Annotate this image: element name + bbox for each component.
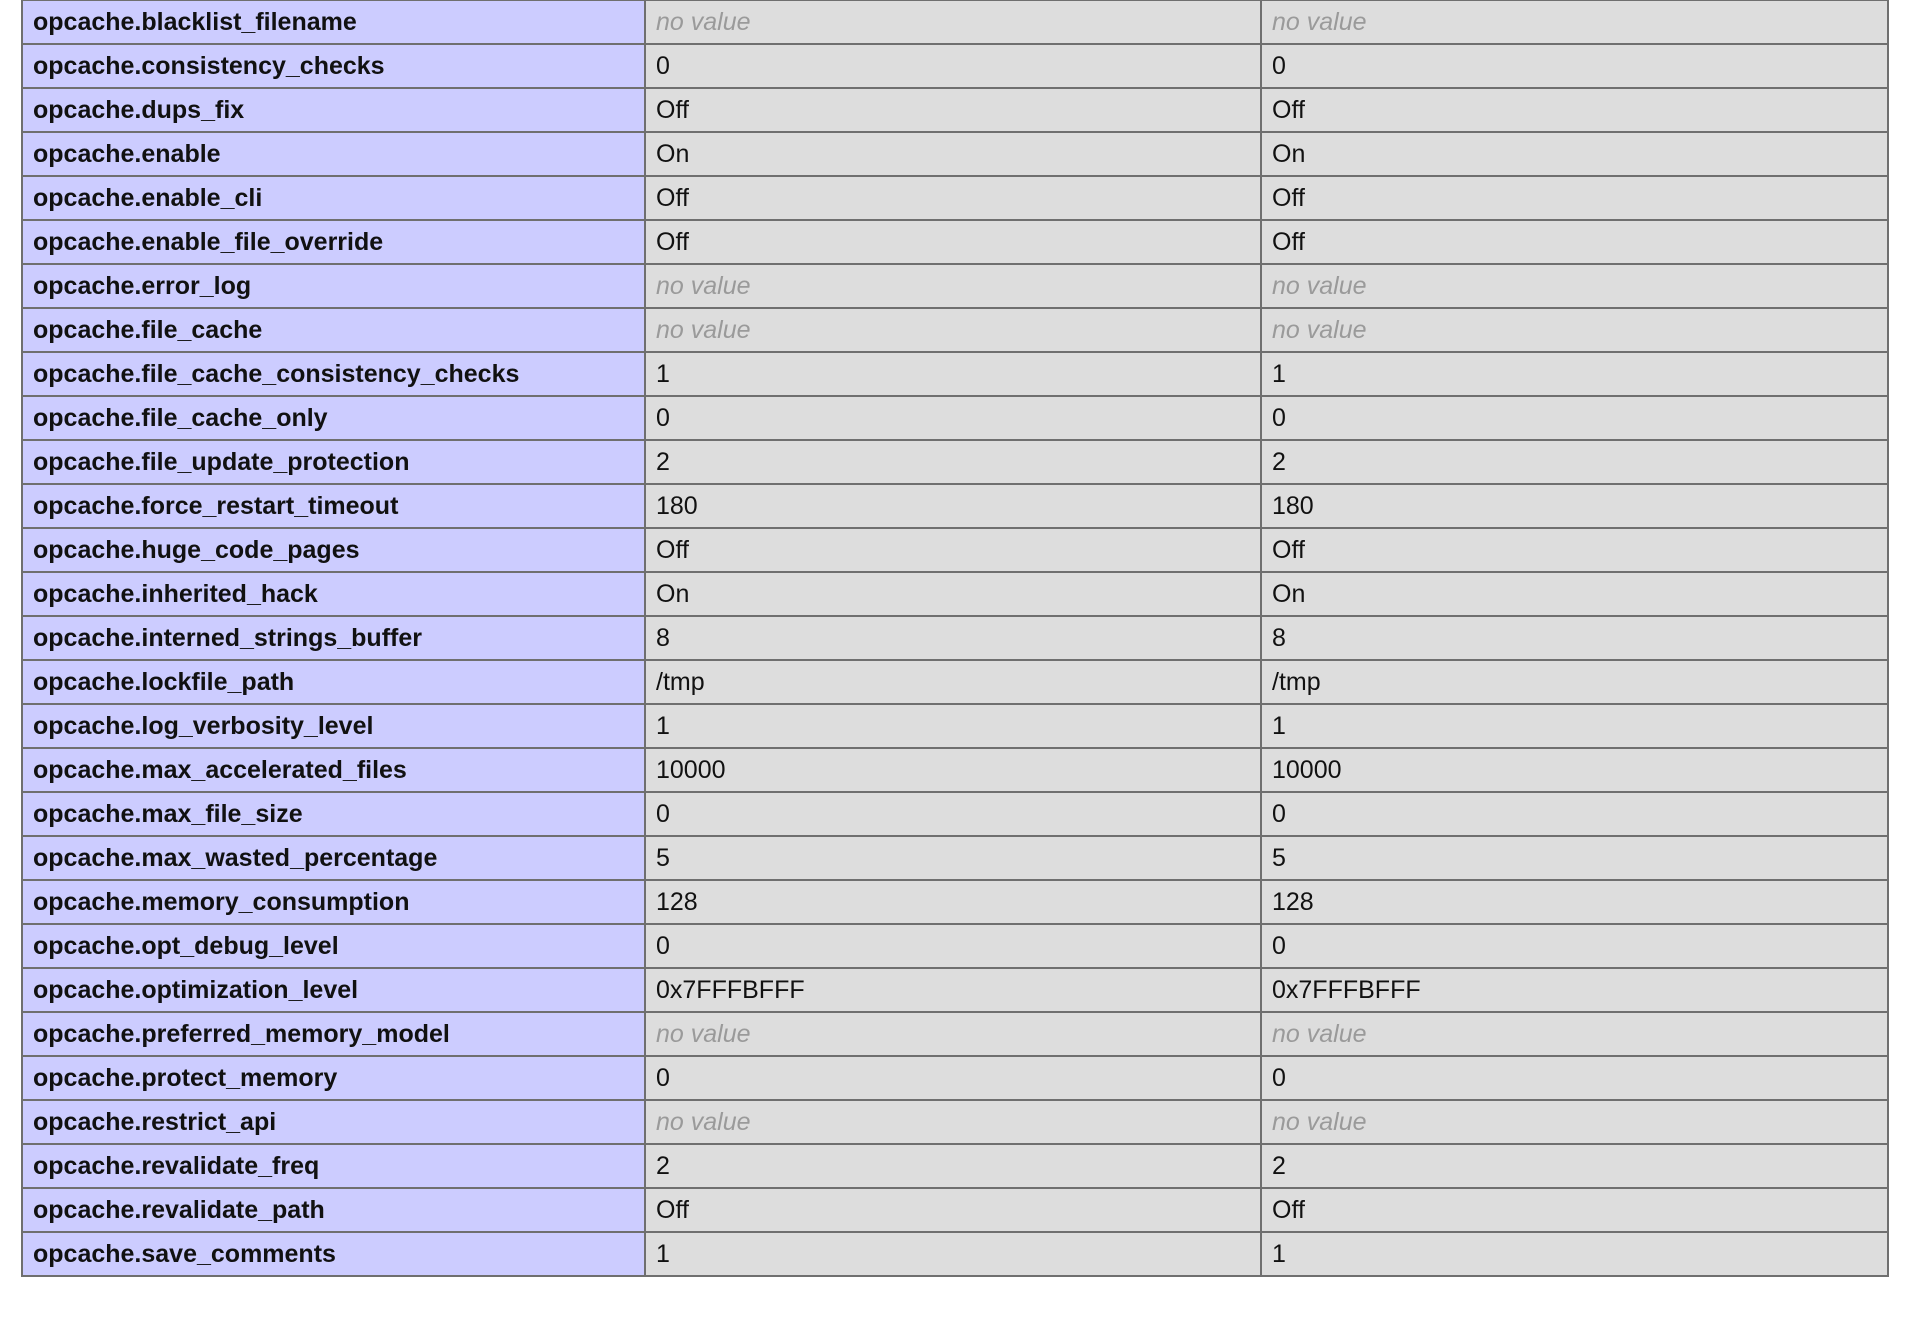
directive-name: opcache.enable_cli <box>22 176 645 220</box>
master-value: no value <box>1261 1100 1888 1144</box>
master-value: 180 <box>1261 484 1888 528</box>
local-value: On <box>645 572 1261 616</box>
table-row <box>22 88 1888 132</box>
table-row <box>22 528 1888 572</box>
directive-name: opcache.error_log <box>22 264 645 308</box>
directive-rows <box>22 0 1888 1276</box>
local-value: Off <box>645 528 1261 572</box>
table-row <box>22 484 1888 528</box>
master-value: 5 <box>1261 836 1888 880</box>
table-row <box>22 1232 1888 1276</box>
table-row <box>22 220 1888 264</box>
master-value: Off <box>1261 176 1888 220</box>
table-row <box>22 132 1888 176</box>
master-value: 2 <box>1261 440 1888 484</box>
local-value: 1 <box>645 1232 1261 1276</box>
master-value: On <box>1261 132 1888 176</box>
directive-name: opcache.file_cache_only <box>22 396 645 440</box>
local-value: Off <box>645 176 1261 220</box>
local-value: no value <box>645 264 1261 308</box>
local-value: 0 <box>645 792 1261 836</box>
directive-name: opcache.log_verbosity_level <box>22 704 645 748</box>
directive-name: opcache.protect_memory <box>22 1056 645 1100</box>
directive-name: opcache.inherited_hack <box>22 572 645 616</box>
local-value: 0 <box>645 44 1261 88</box>
table-row <box>22 660 1888 704</box>
local-value: 180 <box>645 484 1261 528</box>
local-value: 2 <box>645 440 1261 484</box>
master-value: 1 <box>1261 352 1888 396</box>
local-value: Off <box>645 1188 1261 1232</box>
master-value: no value <box>1261 1012 1888 1056</box>
table-row <box>22 836 1888 880</box>
local-value: 0 <box>645 1056 1261 1100</box>
directive-name: opcache.memory_consumption <box>22 880 645 924</box>
table-row <box>22 396 1888 440</box>
directive-name: opcache.restrict_api <box>22 1100 645 1144</box>
table-row <box>22 924 1888 968</box>
master-value: /tmp <box>1261 660 1888 704</box>
table-row <box>22 1100 1888 1144</box>
directive-name: opcache.max_file_size <box>22 792 645 836</box>
local-value: 8 <box>645 616 1261 660</box>
directive-name: opcache.lockfile_path <box>22 660 645 704</box>
local-value: 128 <box>645 880 1261 924</box>
table-row <box>22 440 1888 484</box>
opcache-directives-table <box>21 0 1889 1277</box>
table-row <box>22 264 1888 308</box>
master-value: 0 <box>1261 792 1888 836</box>
master-value: Off <box>1261 528 1888 572</box>
local-value: /tmp <box>645 660 1261 704</box>
master-value: 1 <box>1261 1232 1888 1276</box>
local-value: 5 <box>645 836 1261 880</box>
directive-name: opcache.blacklist_filename <box>22 0 645 44</box>
local-value: 1 <box>645 704 1261 748</box>
master-value: 0 <box>1261 396 1888 440</box>
master-value: 0 <box>1261 924 1888 968</box>
master-value: Off <box>1261 1188 1888 1232</box>
table-row <box>22 748 1888 792</box>
directive-name: opcache.max_accelerated_files <box>22 748 645 792</box>
master-value: no value <box>1261 308 1888 352</box>
local-value: 0x7FFFBFFF <box>645 968 1261 1012</box>
local-value: 1 <box>645 352 1261 396</box>
table-row <box>22 308 1888 352</box>
directive-name: opcache.optimization_level <box>22 968 645 1012</box>
local-value: 2 <box>645 1144 1261 1188</box>
directive-name: opcache.interned_strings_buffer <box>22 616 645 660</box>
directive-name: opcache.enable_file_override <box>22 220 645 264</box>
master-value: no value <box>1261 0 1888 44</box>
directive-name: opcache.consistency_checks <box>22 44 645 88</box>
table-row <box>22 572 1888 616</box>
master-value: 0 <box>1261 1056 1888 1100</box>
directive-name: opcache.enable <box>22 132 645 176</box>
directive-name: opcache.file_cache <box>22 308 645 352</box>
table-row <box>22 1144 1888 1188</box>
master-value: 2 <box>1261 1144 1888 1188</box>
directive-name: opcache.file_cache_consistency_checks <box>22 352 645 396</box>
local-value: no value <box>645 1012 1261 1056</box>
local-value: Off <box>645 220 1261 264</box>
directive-name: opcache.preferred_memory_model <box>22 1012 645 1056</box>
local-value: no value <box>645 0 1261 44</box>
local-value: 0 <box>645 924 1261 968</box>
table-row <box>22 880 1888 924</box>
table-row <box>22 616 1888 660</box>
master-value: 0 <box>1261 44 1888 88</box>
table-row <box>22 1056 1888 1100</box>
directive-name: opcache.file_update_protection <box>22 440 645 484</box>
directive-name: opcache.max_wasted_percentage <box>22 836 645 880</box>
local-value: Off <box>645 88 1261 132</box>
local-value: On <box>645 132 1261 176</box>
master-value: no value <box>1261 264 1888 308</box>
table-row <box>22 44 1888 88</box>
master-value: 128 <box>1261 880 1888 924</box>
directive-name: opcache.opt_debug_level <box>22 924 645 968</box>
master-value: 1 <box>1261 704 1888 748</box>
directive-name: opcache.revalidate_path <box>22 1188 645 1232</box>
master-value: Off <box>1261 220 1888 264</box>
table-row <box>22 1012 1888 1056</box>
master-value: On <box>1261 572 1888 616</box>
table-row <box>22 352 1888 396</box>
master-value: 8 <box>1261 616 1888 660</box>
local-value: 10000 <box>645 748 1261 792</box>
master-value: Off <box>1261 88 1888 132</box>
table-row <box>22 1188 1888 1232</box>
master-value: 0x7FFFBFFF <box>1261 968 1888 1012</box>
directive-name: opcache.dups_fix <box>22 88 645 132</box>
table-row <box>22 176 1888 220</box>
directive-name: opcache.force_restart_timeout <box>22 484 645 528</box>
table-row <box>22 704 1888 748</box>
local-value: 0 <box>645 396 1261 440</box>
table-row <box>22 792 1888 836</box>
directive-name: opcache.revalidate_freq <box>22 1144 645 1188</box>
directive-name: opcache.save_comments <box>22 1232 645 1276</box>
table-row <box>22 0 1888 44</box>
local-value: no value <box>645 1100 1261 1144</box>
master-value: 10000 <box>1261 748 1888 792</box>
local-value: no value <box>645 308 1261 352</box>
directive-name: opcache.huge_code_pages <box>22 528 645 572</box>
table-row <box>22 968 1888 1012</box>
